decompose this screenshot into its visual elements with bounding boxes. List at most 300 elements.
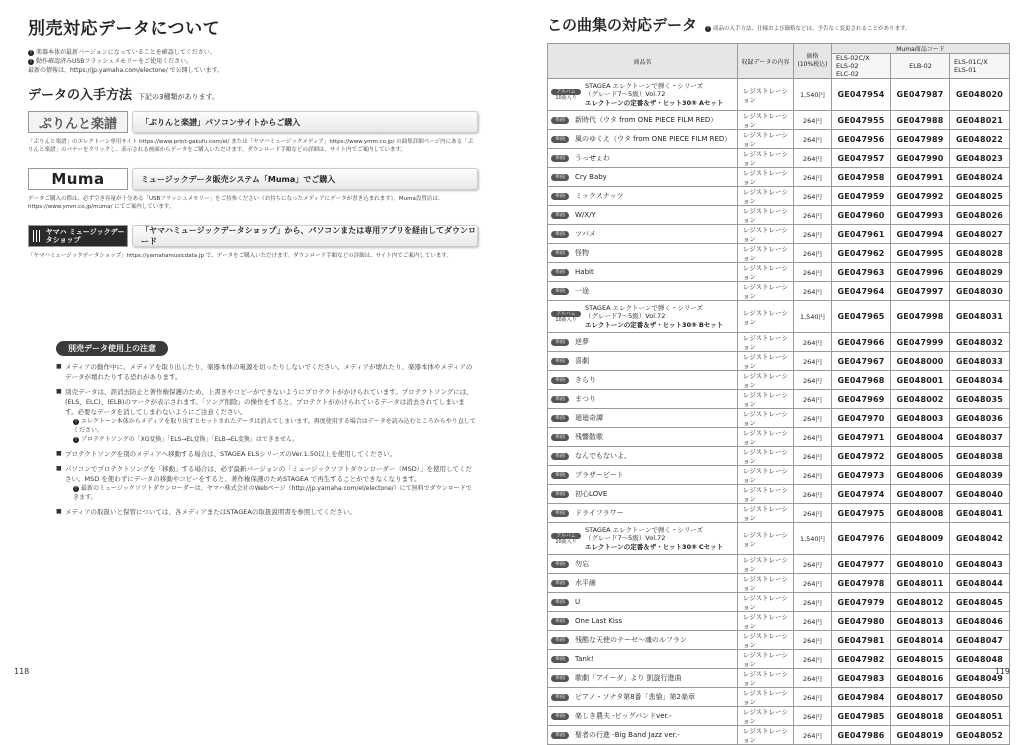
- table-row: [548, 111, 1010, 130]
- code-elb02-cell: GE048017: [891, 688, 950, 707]
- content-cell: レジストレーション: [738, 523, 794, 555]
- code-elb02-cell: GE047994: [891, 225, 950, 244]
- code-els01-cell: GE048042: [950, 523, 1010, 555]
- header-price: 価格 (10%税込): [794, 44, 832, 79]
- price-cell: 264円: [794, 612, 832, 631]
- code-els01-cell: GE048046: [950, 612, 1010, 631]
- code-els02-cell: GE047962: [832, 244, 891, 263]
- product-name-cell: [548, 225, 738, 244]
- table-row: [548, 333, 1010, 352]
- single-badge: 単曲: [551, 510, 569, 517]
- song-title: 新時代（ウタ from ONE PIECE FILM RED）: [575, 116, 718, 124]
- note-item: ! 動作確認済みUSBフラッシュメモリーをご使用ください。: [29, 58, 193, 65]
- content-cell: レジストレーション: [738, 225, 794, 244]
- barcode-icon: [33, 230, 42, 242]
- price-cell: 1,540円: [794, 523, 832, 555]
- song-title: ツバメ: [575, 230, 596, 238]
- code-els02-cell: GE047961: [832, 225, 891, 244]
- note-item: 最新の情報は、https://jp.yamaha.com/electone/ で公開しています。: [28, 67, 224, 74]
- table-row: [548, 352, 1010, 371]
- code-els02-cell: GE047976: [832, 523, 891, 555]
- song-title: ピアノ・ソナタ第8番「悲愴」第2楽章: [575, 693, 696, 701]
- header-els02: ELS-02C/X ELS-02 ELC-02: [832, 54, 891, 79]
- content-cell: レジストレーション: [738, 168, 794, 187]
- product-name-cell: [548, 447, 738, 466]
- price-cell: 264円: [794, 726, 832, 745]
- product-name-cell: [548, 612, 738, 631]
- code-elb02-cell: GE048006: [891, 466, 950, 485]
- single-badge: 単曲: [551, 637, 569, 644]
- product-name-cell: [548, 301, 738, 333]
- table-row: [548, 707, 1010, 726]
- price-cell: 264円: [794, 206, 832, 225]
- table-row: [548, 612, 1010, 631]
- product-name-cell: [548, 206, 738, 225]
- code-els02-cell: GE047957: [832, 149, 891, 168]
- code-els02-cell: GE047967: [832, 352, 891, 371]
- caution-section: [56, 336, 476, 517]
- note-item: ! 楽器本体が最新バージョンになっていることを確認してください。: [29, 49, 216, 56]
- song-title: 風のゆくえ（ウタ from ONE PIECE FILM RED）: [575, 135, 732, 143]
- content-cell: レジストレーション: [738, 504, 794, 523]
- code-elb02-cell: GE048015: [891, 650, 950, 669]
- source-bar: 「ぷりんと楽譜」パソコンサイトからご購入: [132, 111, 478, 133]
- info-icon: !: [707, 26, 710, 32]
- product-name-cell: [548, 352, 738, 371]
- product-name-cell: [548, 282, 738, 301]
- product-name-cell: [548, 428, 738, 447]
- price-cell: 264円: [794, 447, 832, 466]
- code-els01-cell: GE048031: [950, 301, 1010, 333]
- content-cell: レジストレーション: [738, 726, 794, 745]
- content-cell: レジストレーション: [738, 447, 794, 466]
- code-els01-cell: GE048020: [950, 79, 1010, 111]
- source-yamaha-shop: [28, 225, 478, 247]
- code-els01-cell: GE048032: [950, 333, 1010, 352]
- content-cell: レジストレーション: [738, 111, 794, 130]
- code-elb02-cell: GE047997: [891, 282, 950, 301]
- table-row: [548, 485, 1010, 504]
- content-cell: レジストレーション: [738, 333, 794, 352]
- song-title: 一途: [575, 287, 590, 295]
- code-els02-cell: GE047975: [832, 504, 891, 523]
- single-badge: 単曲: [551, 174, 569, 181]
- table-row: [548, 631, 1010, 650]
- code-els02-cell: GE047965: [832, 301, 891, 333]
- code-els01-cell: GE048026: [950, 206, 1010, 225]
- code-els01-cell: GE048051: [950, 707, 1010, 726]
- content-cell: レジストレーション: [738, 187, 794, 206]
- acquire-heading-row: [28, 84, 478, 103]
- code-elb02-cell: GE047988: [891, 111, 950, 130]
- table-row: [548, 650, 1010, 669]
- code-elb02-cell: GE048018: [891, 707, 950, 726]
- content-cell: レジストレーション: [738, 409, 794, 428]
- price-cell: 264円: [794, 466, 832, 485]
- content-cell: レジストレーション: [738, 574, 794, 593]
- code-elb02-cell: GE048013: [891, 612, 950, 631]
- notes: [28, 48, 478, 75]
- code-elb02-cell: GE048000: [891, 352, 950, 371]
- single-badge: 単曲: [551, 250, 569, 257]
- content-cell: レジストレーション: [738, 130, 794, 149]
- song-title: W/X/Y: [575, 211, 596, 219]
- code-els01-cell: GE048041: [950, 504, 1010, 523]
- product-name-cell: [548, 390, 738, 409]
- right-title: この曲集の対応データ: [547, 16, 698, 34]
- code-els02-cell: GE047955: [832, 111, 891, 130]
- code-elb02-cell: GE048003: [891, 409, 950, 428]
- product-name-cell: [548, 333, 738, 352]
- song-title: 喜劇: [575, 357, 590, 365]
- song-title: 水平線: [575, 579, 597, 587]
- source-desc: データご購入の際は、必ず空き容量が十分ある「USBフラッシュメモリー」をご持参ください（お持ちになったメディアにデータが書き込まれます）。Muma設置店は、https://www.ymm.co.jp/muma/ にてご案内しています。: [28, 196, 444, 210]
- info-icon: !: [29, 59, 32, 65]
- table-row: [548, 263, 1010, 282]
- song-title: 廻廻奇譚: [575, 414, 604, 422]
- table-row: [548, 149, 1010, 168]
- code-els02-cell: GE047966: [832, 333, 891, 352]
- content-cell: レジストレーション: [738, 352, 794, 371]
- table-row: [548, 555, 1010, 574]
- code-elb02-cell: GE047998: [891, 301, 950, 333]
- price-cell: 264円: [794, 225, 832, 244]
- code-els01-cell: GE048021: [950, 111, 1010, 130]
- single-badge: 単曲: [551, 396, 569, 403]
- code-elb02-cell: GE048007: [891, 485, 950, 504]
- single-badge: 単曲: [551, 732, 569, 739]
- code-els02-cell: GE047985: [832, 707, 891, 726]
- content-cell: レジストレーション: [738, 149, 794, 168]
- content-cell: レジストレーション: [738, 631, 794, 650]
- code-elb02-cell: GE047999: [891, 333, 950, 352]
- header-row: [548, 44, 1010, 54]
- code-elb02-cell: GE048010: [891, 555, 950, 574]
- price-cell: 1,540円: [794, 301, 832, 333]
- left-page: [28, 14, 478, 522]
- code-els01-cell: GE048039: [950, 466, 1010, 485]
- table-row: [548, 574, 1010, 593]
- table-row: [548, 371, 1010, 390]
- product-name-cell: [548, 555, 738, 574]
- source-desc: 「ヤマハミュージックデータショップ」https://yamahamusicdata.jp で、データをご購入いただけます。ダウンロード手順などの詳細は、サイト内でご案内しています。: [28, 253, 452, 259]
- song-title: 楽しき農夫 -ビッグバンドver.-: [575, 712, 672, 720]
- single-badge: 単曲: [551, 415, 569, 422]
- code-elb02-cell: GE048019: [891, 726, 950, 745]
- code-els01-cell: GE048035: [950, 390, 1010, 409]
- single-badge: 単曲: [551, 193, 569, 200]
- product-name-cell: [548, 244, 738, 263]
- code-els02-cell: GE047982: [832, 650, 891, 669]
- product-name-cell: [548, 593, 738, 612]
- table-row: [548, 390, 1010, 409]
- price-cell: 264円: [794, 187, 832, 206]
- code-els01-cell: GE048047: [950, 631, 1010, 650]
- code-els01-cell: GE048033: [950, 352, 1010, 371]
- code-els02-cell: GE047963: [832, 263, 891, 282]
- code-elb02-cell: GE047991: [891, 168, 950, 187]
- single-badge: 単曲: [551, 377, 569, 384]
- code-els01-cell: GE048043: [950, 555, 1010, 574]
- code-els02-cell: GE047970: [832, 409, 891, 428]
- single-badge: 単曲: [551, 694, 569, 701]
- song-title: 歌劇「アイーダ」より 凱旋行進曲: [575, 674, 682, 682]
- code-els02-cell: GE047973: [832, 466, 891, 485]
- content-cell: レジストレーション: [738, 485, 794, 504]
- table-row: [548, 130, 1010, 149]
- product-name-cell: [548, 669, 738, 688]
- product-name-cell: [548, 149, 738, 168]
- caution-item: ■ メディアの取扱いと保管については、各メディアまたはSTAGEAの取扱説明書を参照してください。: [56, 507, 476, 517]
- table-row: [548, 593, 1010, 612]
- info-icon: !: [29, 50, 32, 56]
- single-badge: 単曲: [551, 288, 569, 295]
- code-els02-cell: GE047968: [832, 371, 891, 390]
- song-title: 残響散歌: [575, 433, 604, 441]
- content-cell: レジストレーション: [738, 428, 794, 447]
- code-elb02-cell: GE047993: [891, 206, 950, 225]
- table-row: [548, 669, 1010, 688]
- code-elb02-cell: GE048016: [891, 669, 950, 688]
- table-row: [548, 282, 1010, 301]
- code-els02-cell: GE047959: [832, 187, 891, 206]
- caution-list: [56, 362, 476, 517]
- code-els01-cell: GE048034: [950, 371, 1010, 390]
- album-badge: アルバム 10曲入り: [551, 533, 581, 545]
- song-title: U: [575, 598, 581, 606]
- code-els02-cell: GE047981: [832, 631, 891, 650]
- table-row: [548, 466, 1010, 485]
- table-row: [548, 428, 1010, 447]
- price-cell: 264円: [794, 669, 832, 688]
- price-cell: 264円: [794, 650, 832, 669]
- song-title: まつり: [575, 395, 597, 403]
- product-name-cell: [548, 130, 738, 149]
- header-content: 収録データの内容: [738, 44, 794, 79]
- code-els02-cell: GE047980: [832, 612, 891, 631]
- caution-item: ■ メディアの動作中に、メディアを取り出したり、楽器本体の電源を切ったりしないでください。メディアが壊れたり、楽器本体やメディアのデータが壊れたりする恐れがあります。: [56, 362, 476, 382]
- price-cell: 264円: [794, 168, 832, 187]
- album-title: STAGEA エレクトーンで弾く・シリーズ （グレード7～5級）Vol.72 エレクトーンの定番＆ザ・ヒット30⑨ Aセット: [585, 81, 724, 107]
- code-els02-cell: GE047971: [832, 428, 891, 447]
- header-name: 商品名: [548, 44, 738, 79]
- code-elb02-cell: GE048005: [891, 447, 950, 466]
- price-cell: 264円: [794, 371, 832, 390]
- single-badge: 単曲: [551, 656, 569, 663]
- single-badge: 単曲: [551, 713, 569, 720]
- content-cell: レジストレーション: [738, 650, 794, 669]
- song-title: 初心LOVE: [575, 490, 608, 498]
- song-title: 勿忘: [575, 560, 590, 568]
- product-name-cell: [548, 523, 738, 555]
- content-cell: レジストレーション: [738, 669, 794, 688]
- single-badge: 単曲: [551, 599, 569, 606]
- table-row: [548, 301, 1010, 333]
- code-elb02-cell: GE048011: [891, 574, 950, 593]
- product-name-cell: [548, 631, 738, 650]
- code-els02-cell: GE047960: [832, 206, 891, 225]
- code-els01-cell: GE048050: [950, 688, 1010, 707]
- price-cell: 264円: [794, 485, 832, 504]
- single-badge: 単曲: [551, 212, 569, 219]
- code-els01-cell: GE048038: [950, 447, 1010, 466]
- code-elb02-cell: GE047995: [891, 244, 950, 263]
- content-cell: レジストレーション: [738, 244, 794, 263]
- code-elb02-cell: GE048009: [891, 523, 950, 555]
- product-name-cell: [548, 574, 738, 593]
- header-elb02: ELB-02: [891, 54, 950, 79]
- content-cell: レジストレーション: [738, 466, 794, 485]
- code-els01-cell: GE048036: [950, 409, 1010, 428]
- song-title: One Last Kiss: [575, 617, 623, 625]
- caution-title: 別売データ使用上の注意: [56, 341, 168, 356]
- code-els02-cell: GE047958: [832, 168, 891, 187]
- code-els01-cell: GE048044: [950, 574, 1010, 593]
- code-els01-cell: GE048052: [950, 726, 1010, 745]
- content-cell: レジストレーション: [738, 371, 794, 390]
- code-els02-cell: GE047977: [832, 555, 891, 574]
- page-title: 別売対応データについて: [28, 19, 221, 39]
- source-bar: ミュージックデータ販売システム「Muma」でご購入: [132, 168, 478, 190]
- product-name-cell: [548, 79, 738, 111]
- price-cell: 264円: [794, 244, 832, 263]
- code-elb02-cell: GE048014: [891, 631, 950, 650]
- song-title: Cry Baby: [575, 173, 607, 181]
- code-els01-cell: GE048048: [950, 650, 1010, 669]
- song-title: ブラザービート: [575, 471, 624, 479]
- code-els01-cell: GE048045: [950, 593, 1010, 612]
- product-name-cell: [548, 485, 738, 504]
- code-elb02-cell: GE047987: [891, 79, 950, 111]
- single-badge: 単曲: [551, 136, 569, 143]
- acquire-sub: 下記の3種類があります。: [138, 93, 219, 101]
- song-title: なんでもないよ、: [575, 452, 632, 460]
- header-els01: ELS-01C/X ELS-01: [950, 54, 1010, 79]
- content-cell: レジストレーション: [738, 263, 794, 282]
- content-cell: レジストレーション: [738, 707, 794, 726]
- caution-item: ■ 別売データは、誤消去防止と著作権保護のため、上書きやコピーができないようにプロテクトがかけられています。プロテクトソングには、 (ELS、ELC)、(ELB)のマークが表示されます。「ソング削除」の操作をすると、プロテクトがかけられているデータは消去されてしまいます。必要なデータを消してしまわないようにご注意ください。 ! エレクトーン本体からメディアを取り出すとセットされたデータは消えてしまいます。再度使用する場合はデータを読み込むところからやり直してください。 ! プロテクトソングの「XG変換」「ELS→EL変換」「ELB→EL変換」はできません。: [56, 387, 476, 444]
- table-row: [548, 206, 1010, 225]
- table-row: [548, 79, 1010, 111]
- single-badge: 単曲: [551, 675, 569, 682]
- table-row: [548, 504, 1010, 523]
- table-row: [548, 187, 1010, 206]
- code-els01-cell: GE048022: [950, 130, 1010, 149]
- right-note: ! 商品の入手方法、仕様および価格などは、予告なく変更されることがあります。: [707, 26, 911, 32]
- source-muma: [28, 168, 478, 190]
- price-cell: 1,540円: [794, 79, 832, 111]
- album-title: STAGEA エレクトーンで弾く・シリーズ （グレード7～5級）Vol.72 エレクトーンの定番＆ザ・ヒット30⑨ Cセット: [585, 525, 724, 551]
- caution-sub-item: ! 最新のミュージックソフトダウンローダーは、ヤマハ株式会社のWebページ（http://jp.yamaha.com/el/electone/）にて無料でダウンロードできます。: [73, 485, 472, 501]
- price-cell: 264円: [794, 707, 832, 726]
- caution-item: ■ プロテクトソングを別のメディアへ移動する場合は、STAGEA ELSシリーズのVer.1.50以上を使用してください。: [56, 449, 476, 459]
- code-els01-cell: GE048029: [950, 263, 1010, 282]
- price-cell: 264円: [794, 149, 832, 168]
- code-elb02-cell: GE048008: [891, 504, 950, 523]
- caution-sub-item: ! プロテクトソングの「XG変換」「ELS→EL変換」「ELB→EL変換」はできません。: [74, 436, 299, 443]
- source-bar: 「ヤマハミュージックデータショップ」から、パソコンまたは専用アプリを経由してダウンロード: [132, 225, 478, 247]
- product-name-cell: [548, 688, 738, 707]
- content-cell: レジストレーション: [738, 390, 794, 409]
- code-els02-cell: GE047986: [832, 726, 891, 745]
- product-name-cell: [548, 187, 738, 206]
- price-cell: 264円: [794, 574, 832, 593]
- price-cell: 264円: [794, 555, 832, 574]
- content-cell: レジストレーション: [738, 301, 794, 333]
- price-cell: 264円: [794, 263, 832, 282]
- single-badge: 単曲: [551, 580, 569, 587]
- code-elb02-cell: GE047992: [891, 187, 950, 206]
- info-icon: !: [74, 419, 77, 425]
- price-cell: 264円: [794, 333, 832, 352]
- single-badge: 単曲: [551, 491, 569, 498]
- single-badge: 単曲: [551, 472, 569, 479]
- single-badge: 単曲: [551, 561, 569, 568]
- code-elb02-cell: GE048012: [891, 593, 950, 612]
- content-cell: レジストレーション: [738, 79, 794, 111]
- product-name-cell: [548, 707, 738, 726]
- code-elb02-cell: GE048004: [891, 428, 950, 447]
- code-els01-cell: GE048037: [950, 428, 1010, 447]
- table-body: [548, 79, 1010, 745]
- table-row: [548, 726, 1010, 745]
- table-row: [548, 168, 1010, 187]
- product-name-cell: [548, 504, 738, 523]
- price-cell: 264円: [794, 688, 832, 707]
- info-icon: !: [74, 437, 77, 443]
- product-name-cell: [548, 650, 738, 669]
- price-cell: 264円: [794, 130, 832, 149]
- content-cell: レジストレーション: [738, 206, 794, 225]
- code-els01-cell: GE048049: [950, 669, 1010, 688]
- content-cell: レジストレーション: [738, 612, 794, 631]
- product-name-cell: [548, 409, 738, 428]
- single-badge: 単曲: [551, 269, 569, 276]
- code-els01-cell: GE048030: [950, 282, 1010, 301]
- code-els02-cell: GE047964: [832, 282, 891, 301]
- table-row: [548, 225, 1010, 244]
- code-els01-cell: GE048024: [950, 168, 1010, 187]
- single-badge: 単曲: [551, 453, 569, 460]
- product-name-cell: [548, 111, 738, 130]
- header-muma: Muma商品コード: [832, 44, 1010, 54]
- table-row: [548, 409, 1010, 428]
- code-els01-cell: GE048027: [950, 225, 1010, 244]
- code-els02-cell: GE047983: [832, 669, 891, 688]
- product-name-cell: [548, 168, 738, 187]
- caution-sub-item: ! エレクトーン本体からメディアを取り出すとセットされたデータは消えてしまいます。再度使用する場合はデータを読み込むところからやり直してください。: [73, 418, 476, 434]
- song-title: 残酷な天使のテーゼ～魂のルフラン: [575, 636, 687, 644]
- single-badge: 単曲: [551, 358, 569, 365]
- song-title: Habit: [575, 268, 594, 276]
- source-desc: 「ぷりんと楽譜」のエレクトーン専用サイト https://www.print-gakufu.com/el/ または「ヤマハミュージックメディア」https://www.ymm.co.jp/ の曲集詳細ページ内にある「ぷりんと楽譜」のバナーをクリックし、表示される画面からデータをご購入いただけます。ダウンロード手順などの詳細は、サイト内でご案内しています。: [28, 139, 474, 153]
- price-cell: 264円: [794, 504, 832, 523]
- single-badge: 単曲: [551, 434, 569, 441]
- price-cell: 264円: [794, 593, 832, 612]
- code-els02-cell: GE047969: [832, 390, 891, 409]
- song-title: ミックスナッツ: [575, 192, 624, 200]
- single-badge: 単曲: [551, 231, 569, 238]
- song-title: ドライフラワー: [575, 509, 624, 517]
- right-title-row: [547, 14, 1007, 35]
- content-cell: レジストレーション: [738, 282, 794, 301]
- album-badge: アルバム 10曲入り: [551, 89, 581, 101]
- song-title: Tank!: [575, 655, 594, 663]
- code-els01-cell: GE048023: [950, 149, 1010, 168]
- table-row: [548, 244, 1010, 263]
- code-els01-cell: GE048025: [950, 187, 1010, 206]
- source-puri: [28, 111, 478, 133]
